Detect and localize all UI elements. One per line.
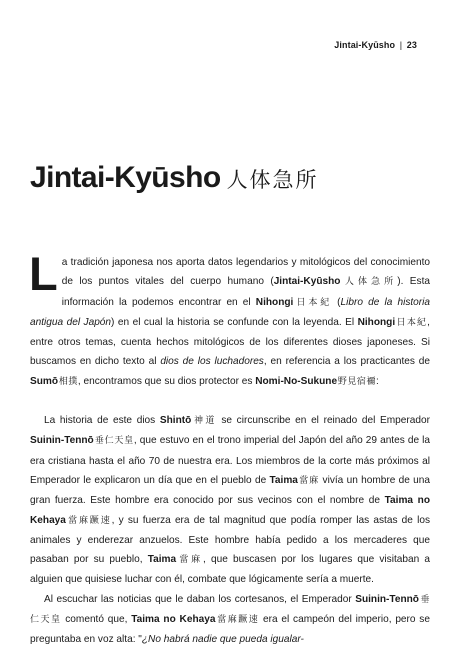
p1-kanji-sumo: 相撲 bbox=[58, 376, 78, 387]
p1-text-4: ) en el cual la historia se confunde con la leyenda. El bbox=[111, 316, 358, 328]
p2-text-3: , que estuvo en el trono imperial del Japón del año 29 antes de la era cristiana hasta el año 70 de nuestra era. Los miembros de la corte más próximos al Emperador le explicaron un día que en el pueblo de bbox=[30, 435, 430, 486]
chapter-title-kanji: 人体急所 bbox=[226, 168, 319, 192]
p3-term-suinin-tenno: Suinin-Tennō bbox=[355, 593, 419, 605]
p1-text-7: , encontramos que su dios protector es bbox=[77, 375, 256, 387]
paragraph-2 bbox=[30, 411, 430, 590]
p2-term-shinto: Shintō bbox=[159, 415, 192, 427]
p2-text-6: , que buscasen por los lugares que visitaban a alguien que quisiese luchar con él, combate que lógicamente sería a muerte. bbox=[30, 554, 430, 586]
p1-italic-book-title: Libro de la historia antigua del Japón bbox=[30, 296, 430, 328]
p1-term-nihongi: Nihongi bbox=[255, 296, 294, 308]
p3-kanji-taima-no-kehaya: 當麻蹶速 bbox=[216, 615, 260, 626]
p3-text-2: comentó que, bbox=[61, 614, 132, 626]
p1-kanji-nihongi: 日本紀 bbox=[294, 297, 333, 308]
p2-kanji-taima-no-kehaya: 當麻蹶速 bbox=[66, 515, 112, 526]
p2-text-1: La historia de este dios bbox=[44, 415, 160, 427]
running-head-separator: | bbox=[399, 40, 403, 50]
p1-italic-dios-luchadores: dios de los luchadores bbox=[160, 356, 264, 368]
p1-term-nihongi-2: Nihongi bbox=[357, 316, 396, 328]
p2-term-suinin-tenno: Suinin-Tennō bbox=[30, 435, 94, 447]
p2-term-taima: Taima bbox=[269, 474, 298, 486]
body-text bbox=[29, 247, 431, 650]
p2-term-taima-2: Taima bbox=[147, 554, 177, 566]
chapter-title-text: Jintai-Kyūsho bbox=[30, 161, 221, 194]
p2-text-5: , y su fuerza era de tal magnitud que podía romper las astas de los animales y enderezar anzuelos. Este hombre había pedido a los mercaderes que pasaban por su pueblo, bbox=[30, 514, 430, 566]
p2-kanji-taima-2: 當麻 bbox=[176, 555, 204, 566]
p1-text-8: : bbox=[375, 375, 379, 387]
p2-text-4: vivía un hombre de una gran fuerza. Este hombre era conocido por sus vecinos con el nombre de bbox=[30, 474, 431, 507]
p3-text-3: era el campeón del imperio, pero se preguntaba en voz alta: " bbox=[30, 614, 430, 646]
p3-italic-quote: ¿No habrá nadie que pueda igualar- bbox=[141, 634, 304, 646]
p1-text-5: , entre otros temas, cuenta hechos mitológicos de los diferentes dioses japoneses. Si buscamos en dicho texto al bbox=[30, 316, 430, 368]
p2-text-2: se circunscribe en el reinado del Emperador bbox=[216, 415, 430, 427]
p1-term-jintai-kyusho: Jintai-Kyūsho bbox=[273, 276, 341, 288]
p3-term-taima-no-kehaya: Taima no Kehaya bbox=[131, 614, 216, 626]
p2-kanji-suinin-tenno: 垂仁天皇 bbox=[94, 436, 134, 447]
p2-kanji-shinto: 神道 bbox=[192, 416, 217, 427]
p3-kanji-suinin-tenno: 垂仁天皇 bbox=[30, 594, 430, 626]
running-head bbox=[334, 40, 417, 50]
p1-term-nomi-no-sukune: Nomi-No-Sukune bbox=[255, 375, 338, 387]
p1-text-3: ( bbox=[332, 296, 341, 308]
paragraph-3 bbox=[30, 590, 430, 650]
paragraph-gap bbox=[30, 392, 430, 411]
p3-text-1: Al escuchar las noticias que le daban los cortesanos, el Emperador bbox=[44, 593, 356, 605]
running-head-title: Jintai-Kyūsho bbox=[334, 40, 396, 50]
p1-kanji-nihongi-2: 日本紀 bbox=[395, 317, 428, 328]
p1-text-6: , en referencia a los practicantes de bbox=[263, 356, 430, 368]
p1-text-1: a tradición japonesa nos aporta datos legendarios y mitológicos del conocimiento de los puntos vitales del cuerpo humano ( bbox=[61, 257, 430, 288]
chapter-title bbox=[30, 163, 319, 193]
p1-term-sumo: Sumō bbox=[30, 375, 59, 387]
drop-cap: L bbox=[29, 247, 58, 300]
p1-kanji-nomi-no-sukune: 野見宿禰 bbox=[337, 376, 376, 387]
p2-kanji-taima: 當麻 bbox=[298, 475, 320, 486]
paragraph-1 bbox=[29, 247, 430, 392]
p1-text-2: ). Esta información la podemos encontrar en el bbox=[61, 276, 430, 308]
p2-term-taima-no-kehaya: Taima no Kehaya bbox=[30, 495, 430, 526]
p1-kanji-jintai-kyusho: 人体急所 bbox=[341, 277, 398, 288]
page-number: 23 bbox=[406, 40, 417, 50]
